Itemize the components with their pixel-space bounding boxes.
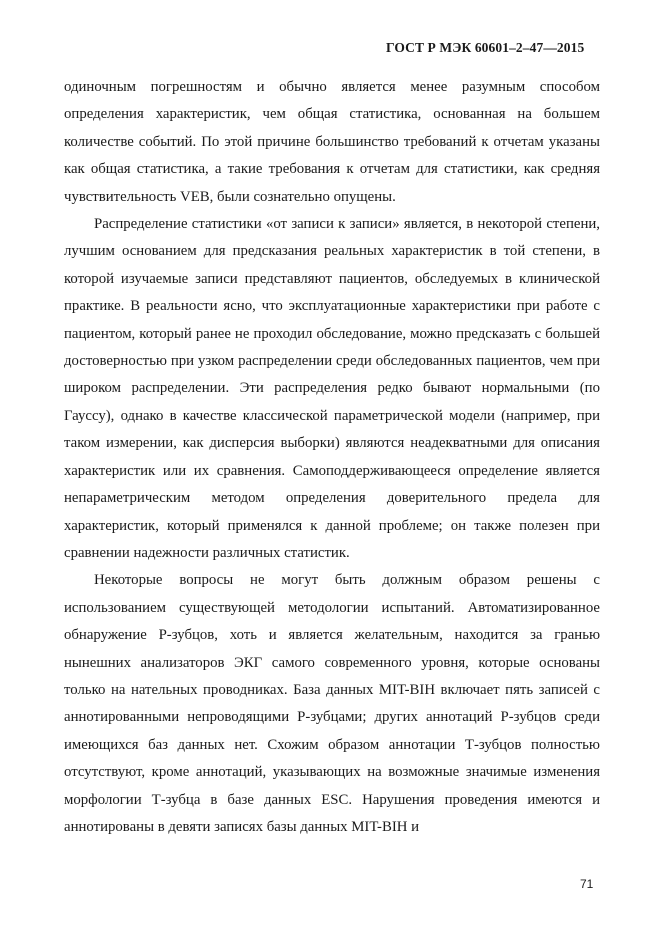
body-text [64,74,600,841]
page-number: 71 [580,877,594,891]
paragraph-distribution: Распределение статистики «от записи к записи» является, в некоторой степени, лучшим основанием для предсказания реальных характеристик в той степени, в которой изучаемые записи представляют пациентов, обследуемых в клинической практике. В реальности ясно, что эксплуатационные характеристики при работе с пациентом, который ранее не проходил обследование, можно предсказать с большей достоверностью при узком распределении среди обследованных пациентов, чем при широком распределении. Эти распределения редко бывают нормальными (по Гауссу), однако в качестве классической параметрической модели (например, при таком измерении, как дисперсия выборки) являются неадекватными для описания характеристик или их сравнения. Самоподдерживающееся определение является непараметрическим методом определения доверительного предела для характеристик, который применялся к данной проблеме; он также полезен при сравнении надежности различных статистик. [64,216,600,561]
paragraph-continuation: одиночным погрешностям и обычно является менее разумным способом определения характеристик, чем общая статистика, основанная на большем количестве событий. По этой причине большинство требований к отчетам указаны как общая статистика, а такие требования к отчетам для статистики, как средняя чувствительность VEB, были сознательно опущены. [64,79,600,205]
document-header: ГОСТ Р МЭК 60601–2–47—2015 [386,40,585,55]
paragraph-open-questions: Некоторые вопросы не могут быть должным образом решены с использованием существующей методологии испытаний. Автоматизированное обнаружение Р-зубцов, хоть и является желательным, находится за гранью нынешних анализаторов ЭКГ самого современного уровня, которые основаны только на нательных проводниках. База данных MIT-BIH включает пять записей с аннотированными непроводящими Р-зубцами; других аннотаций Р-зубцов среди имеющихся баз данных нет. Схожим образом аннотации Т-зубцов полностью отсутствуют, кроме аннотаций, указывающих на возможные значимые изменения морфологии Т-зубца в базе данных ESC. Нарушения проведения имеются и аннотированы в девяти записях базы данных MIT-BIH и [64,572,600,835]
